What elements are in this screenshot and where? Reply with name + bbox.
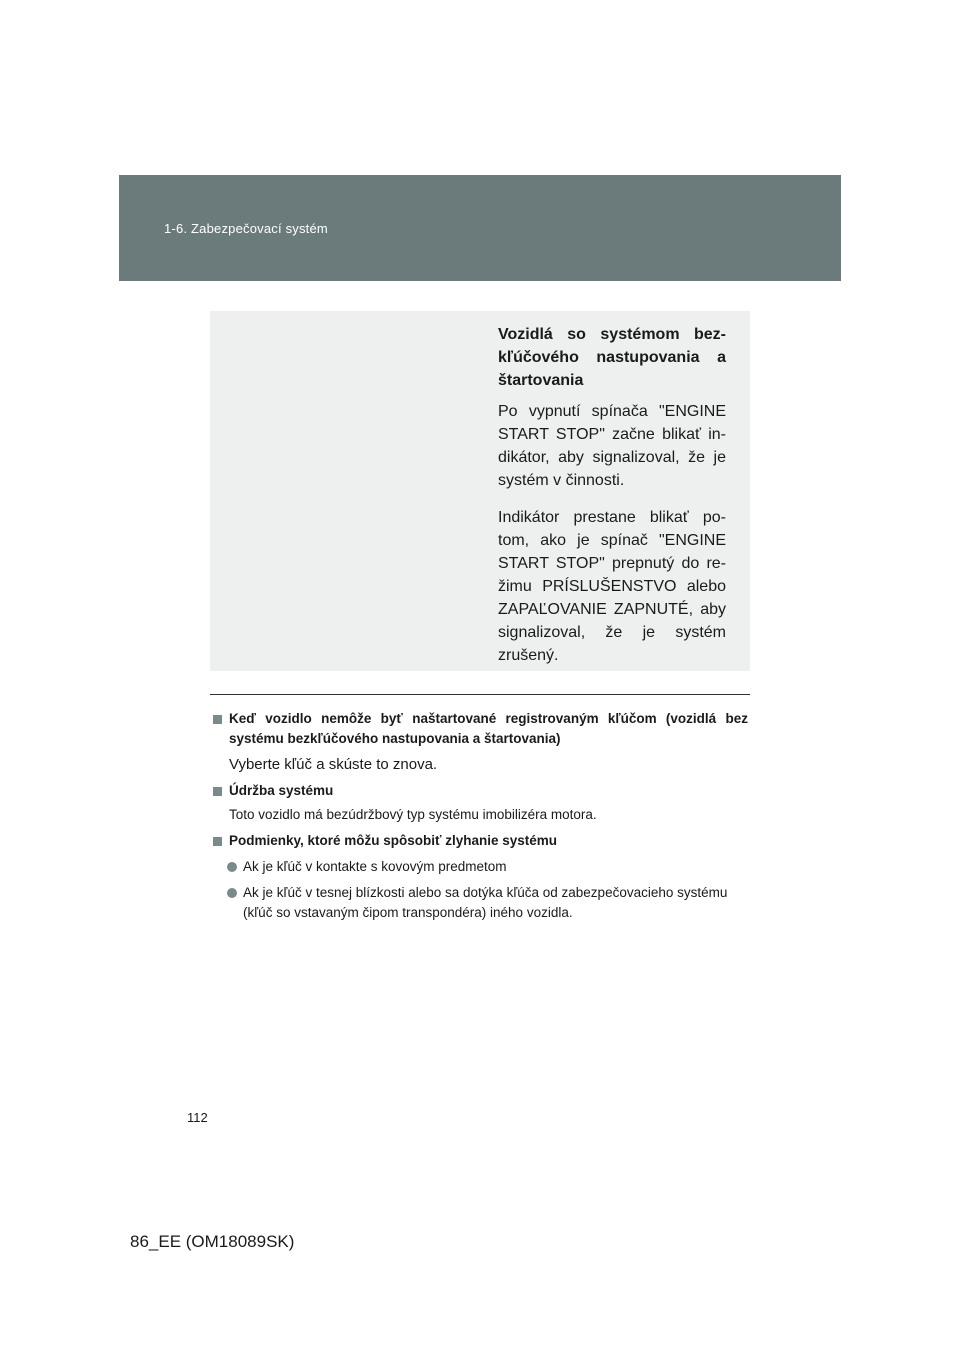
list-item-text: Ak je kľúč v kontakte s kovovým predmetom — [243, 859, 507, 874]
note-body: Toto vozidlo má bezúdržbový typ systému imobilizéra motora. — [229, 807, 597, 822]
document-code: 86_EE (OM18089SK) — [130, 1232, 295, 1251]
note-heading-text: Keď vozidlo nemôže byť naštartované registrovaným kľúčom (vozidlá bez systému bezkľúčového nastupovania a štartovania) — [229, 711, 748, 746]
section-divider — [210, 694, 750, 695]
note-heading — [212, 831, 748, 851]
square-bullet-icon — [213, 787, 222, 796]
list-item — [212, 857, 748, 877]
note-heading-text: Údržba systému — [229, 783, 334, 798]
info-box-heading: Vozidlá so systémom bez-kľúčového nastupovania a štartovania — [498, 326, 726, 389]
circle-bullet-icon — [227, 862, 237, 872]
list-item — [212, 883, 748, 923]
info-box — [210, 311, 750, 671]
square-bullet-icon — [213, 837, 222, 846]
section-header-band — [119, 175, 841, 281]
info-box-paragraph: Indikátor prestane blikať po-tom, ako je spínač "ENGINE START STOP" prepnutý do re-žimu PRÍSLUŠENSTVO alebo ZAPAĽOVANIE ZAPNUTÉ, aby signalizoval, že je systém zrušený. — [498, 509, 726, 664]
info-box-paragraph: Po vypnutí spínača "ENGINE START STOP" začne blikať in-dikátor, aby signalizoval, že je systém v činnosti. — [498, 403, 726, 489]
section-title: 1-6. Zabezpečovací systém — [164, 221, 328, 236]
note-body: Vyberte kľúč a skúste to znova. — [229, 756, 438, 773]
square-bullet-icon — [213, 715, 222, 724]
note-heading — [212, 781, 748, 801]
circle-bullet-icon — [227, 888, 237, 898]
list-item-text: Ak je kľúč v tesnej blízkosti alebo sa dotýka kľúča od zabezpečovacieho systému (kľúč so vstavaným čipom transpondéra) iného vozidla. — [243, 885, 728, 920]
notes-section — [212, 709, 748, 923]
page-number: 112 — [187, 1110, 208, 1125]
note-heading — [212, 709, 748, 749]
info-box-text — [498, 323, 726, 681]
note-heading-text: Podmienky, ktoré môžu spôsobiť zlyhanie systému — [229, 833, 558, 848]
